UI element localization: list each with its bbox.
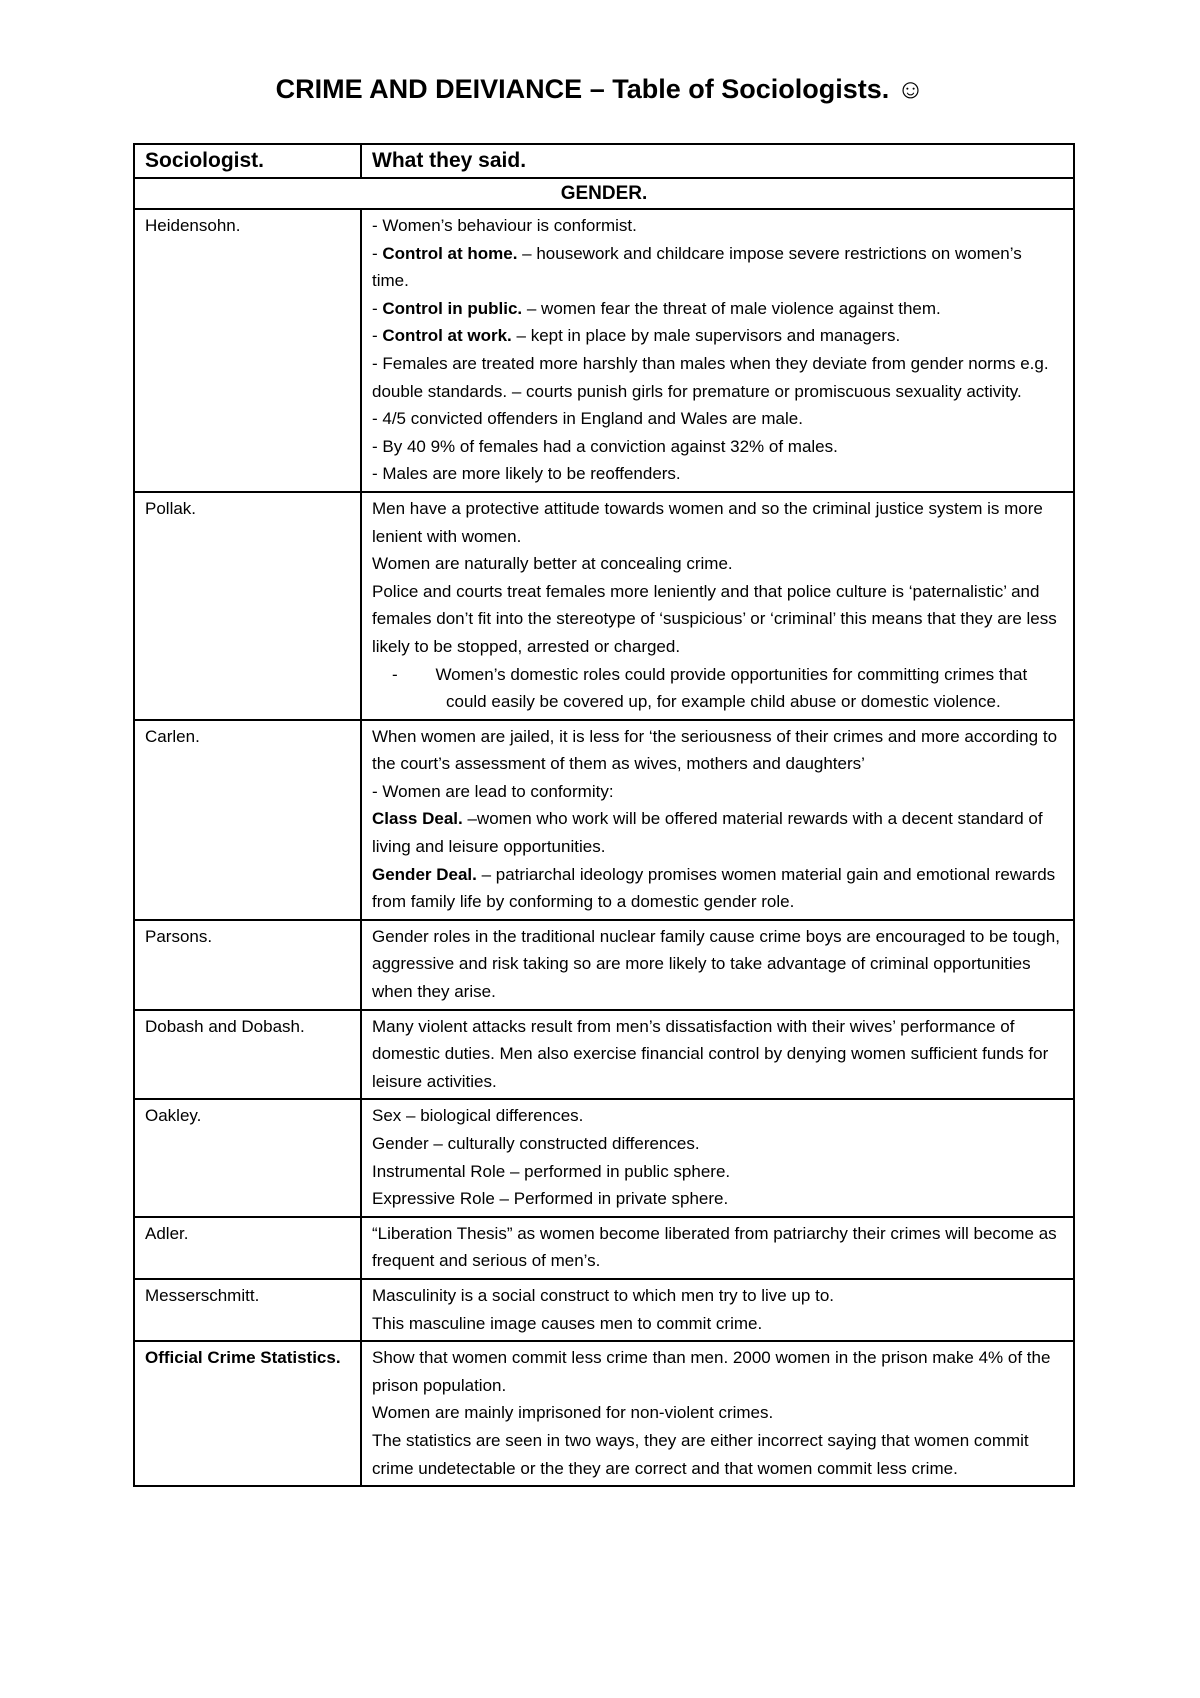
sociologist-description [361,1217,1074,1279]
description-line [372,322,1063,350]
text-segment: Gender – culturally constructed differences. [372,1134,700,1153]
sociologist-name: Dobash and Dobash. [134,1010,361,1100]
text-segment: Gender roles in the traditional nuclear family cause crime boys are encouraged to be tough, aggressive and risk taking so are more likely to take advantage of criminal opportunities when they arise. [372,926,1060,1002]
text-segment: Show that women commit less crime than men. 2000 women in the prison make 4% of the prison population. [372,1348,1051,1395]
text-segment: - Women’s domestic roles could provide opportunities for committing crimes that could easily be covered up, for example child abuse or domestic violence. [392,664,1028,712]
text-segment: - Women’s behaviour is conformist. [372,216,637,235]
description-line [372,1344,1063,1399]
sociologist-name: Messerschmitt. [134,1279,361,1341]
text-segment: Instrumental Role – performed in public sphere. [372,1161,731,1181]
text-segment: – kept in place by male supervisors and managers. [511,326,901,346]
description-line [372,923,1063,1006]
table-row [134,1279,1074,1341]
text-segment: - Women are lead to conformity: [372,781,614,801]
description-line [372,350,1063,405]
sociologist-name: Adler. [134,1217,361,1279]
bold-term: Gender Deal. [372,864,477,884]
text-segment: - [372,326,383,346]
sociologist-description [361,1279,1074,1341]
sociologist-description [361,920,1074,1010]
sociologist-name: Parsons. [134,920,361,1010]
table-row [134,209,1074,492]
sociologist-name: Heidensohn. [134,209,361,492]
table-header-row [134,144,1074,178]
table-row [134,1217,1074,1279]
sociologist-description [361,1010,1074,1100]
description-line [372,1220,1063,1275]
description-line [372,460,1063,488]
sociologist-description [361,720,1074,920]
text-segment: - [372,243,383,263]
section-gender: GENDER. [134,178,1074,209]
description-line [372,1399,1063,1427]
sociologist-description [361,492,1074,720]
description-line [372,805,1063,860]
table-row [134,1099,1074,1216]
bold-term: Class Deal. [372,809,463,829]
description-line [372,861,1063,916]
sociologist-name: Pollak. [134,492,361,720]
sociologist-name: Official Crime Statistics. [134,1341,361,1486]
sociologist-description [361,1341,1074,1486]
text-segment: – patriarchal ideology promises women material gain and emotional rewards from family life by conforming to a domestic gender role. [372,864,1056,912]
sociologist-name: Carlen. [134,720,361,920]
description-line [372,295,1063,323]
text-segment: –women who work will be offered material rewards with a decent standard of living and leisure opportunities. [372,809,1043,857]
description-line [372,212,1063,240]
description-line [372,240,1063,295]
text-segment: – women fear the threat of male violence against them. [522,298,941,318]
description-line [372,1310,1063,1338]
description-line [372,1102,1063,1130]
document-title: CRIME AND DEIVIANCE – Table of Sociologists. ☺ [275,74,925,104]
text-segment: Women are naturally better at concealing crime. [372,554,733,574]
description-line [372,578,1063,661]
description-line [372,550,1063,578]
description-line [372,778,1063,806]
sociologist-name: Oakley. [134,1099,361,1216]
table-row [134,720,1074,920]
description-line [372,1282,1063,1310]
table-row [134,492,1074,720]
description-line [372,1158,1063,1186]
description-line [372,723,1063,778]
header-sociologist: Sociologist. [134,144,361,178]
sociologist-description [361,1099,1074,1216]
text-segment: When women are jailed, it is less for ‘the seriousness of their crimes and more according to the court’s assessment of them as wives, mothers and daughters’ [372,726,1058,774]
text-segment: - Females are treated more harshly than males when they deviate from gender norms e.g. double standards. – courts punish girls for premature or promiscuous sexuality activity. [372,353,1049,401]
table-body [134,178,1074,1486]
description-line [372,405,1063,433]
text-segment: Masculinity is a social construct to which men try to live up to. [372,1285,835,1305]
text-segment: This masculine image causes men to commit crime. [372,1313,763,1333]
header-what-they-said: What they said. [361,144,1074,178]
text-segment: Sex – biological differences. [372,1106,584,1126]
description-line [372,661,1063,716]
bold-term: Control at work. [382,326,512,346]
description-line [372,1427,1063,1482]
table-row [134,1010,1074,1100]
section-row [134,178,1074,209]
sociologist-description [361,209,1074,492]
text-segment: - 4/5 convicted offenders in England and Wales are male. [372,409,803,429]
text-segment: - Males are more likely to be reoffenders. [372,464,681,484]
text-segment: Women are mainly imprisoned for non-violent crimes. [372,1403,774,1423]
text-segment: – housework and childcare impose severe restrictions on women’s time. [372,243,1022,291]
text-segment: The statistics are seen in two ways, they are either incorrect saying that women commit crime undetectable or the they are correct and that women commit less crime. [372,1430,1029,1478]
description-line [372,495,1063,550]
text-segment: Men have a protective attitude towards women and so the criminal justice system is more lenient with women. [372,498,1043,546]
description-line [372,1185,1063,1213]
text-segment: Many violent attacks result from men’s dissatisfaction with their wives’ performance of domestic duties. Men also exercise financial control by denying women sufficient funds for leisure activities. [372,1016,1049,1091]
text-segment: “Liberation Thesis” as women become liberated from patriarchy their crimes will become as frequent and serious of men’s. [372,1223,1057,1271]
text-segment: Police and courts treat females more leniently and that police culture is ‘paternalistic’ and females don’t fit into the stereotype of ‘suspicious’ or ‘criminal’ this means that they are less likely to be stopped, arrested or charged. [372,581,1057,656]
bold-term: Control at home. [382,243,518,263]
bold-term: Control in public. [382,298,523,318]
text-segment: Expressive Role – Performed in private sphere. [372,1189,729,1209]
table-row [134,920,1074,1010]
table-row [134,1341,1074,1486]
text-segment: - [372,298,383,318]
text-segment: - By 40 9% of females had a conviction against 32% of males. [372,436,838,456]
sociologists-table [133,143,1075,1487]
description-line [372,1013,1063,1096]
description-line [372,433,1063,461]
description-line [372,1130,1063,1158]
